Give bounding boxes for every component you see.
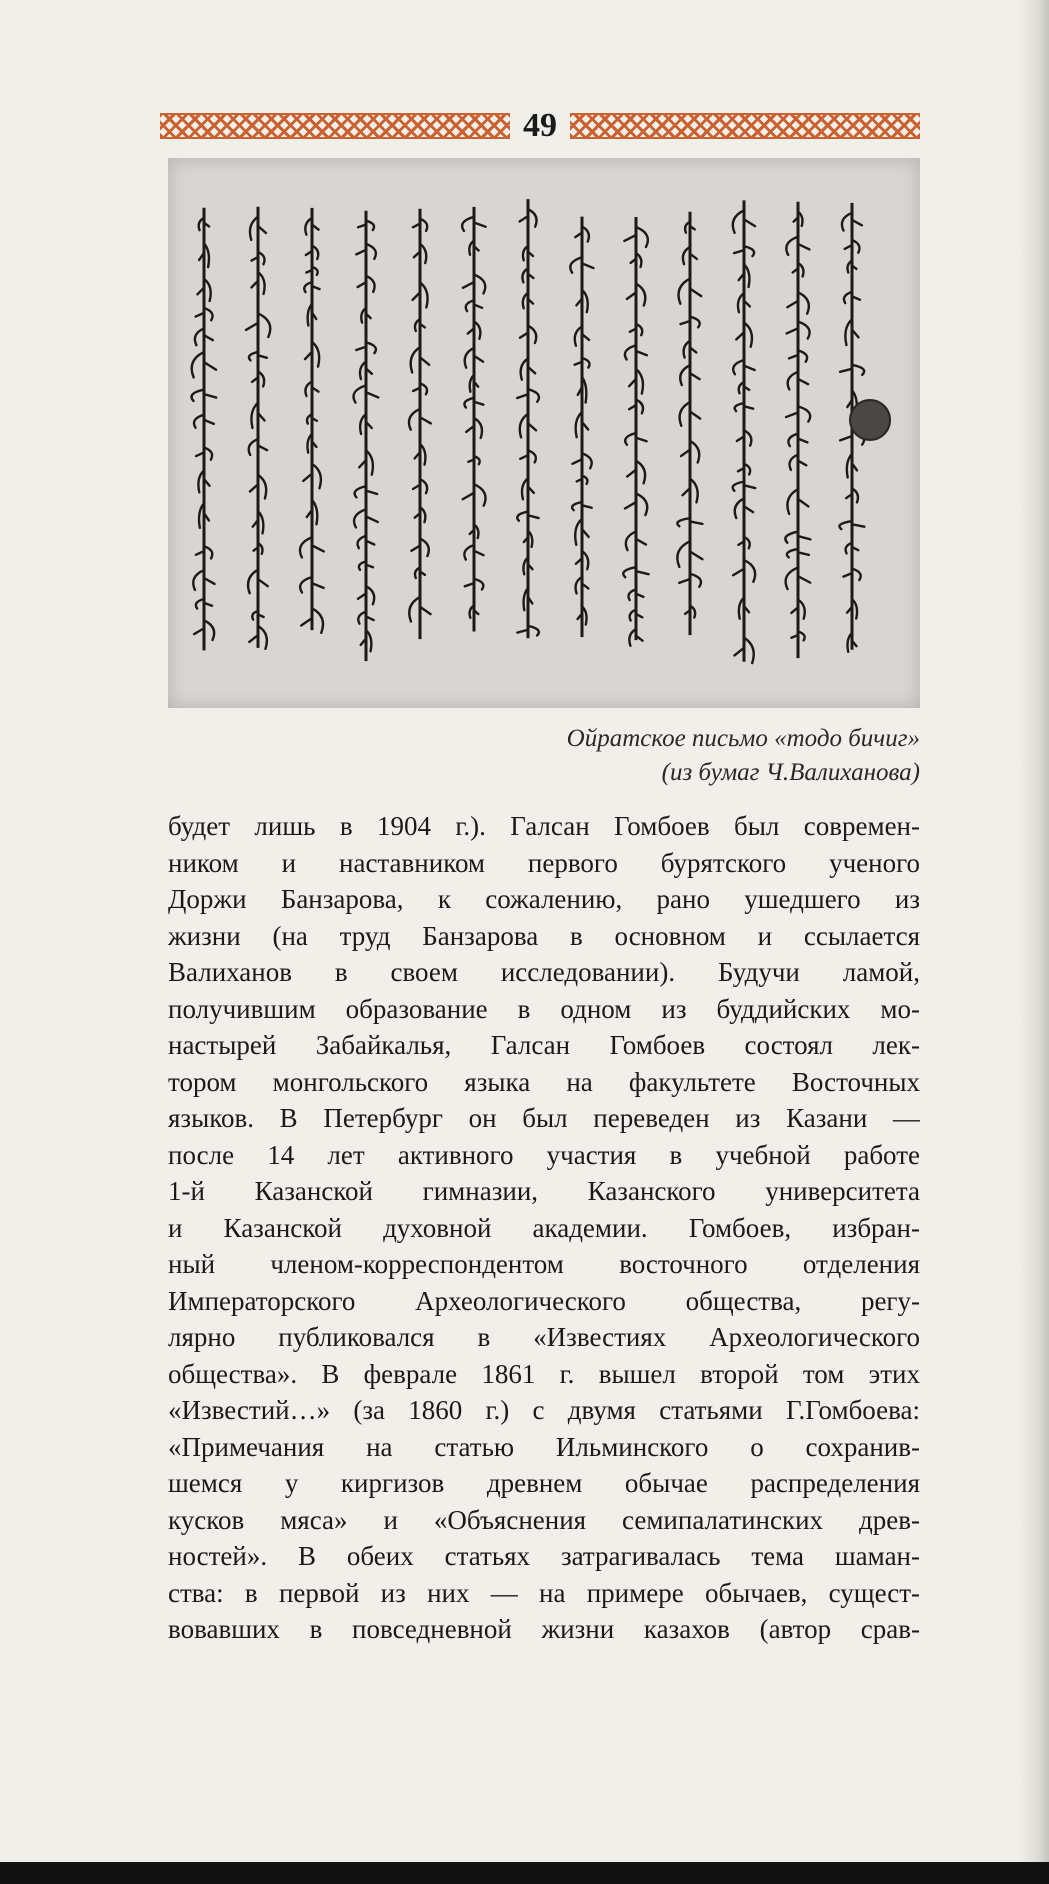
text-line: Императорского Археологического общества, регу- — [168, 1285, 920, 1316]
text-line: языков. В Петербург он был переведен из Казани — — [168, 1103, 920, 1133]
text-line: вовавших в повседневной жизни казахов (автор срав- — [168, 1614, 920, 1644]
text-line: «Примечания на статью Ильминского о сохранив- — [168, 1431, 920, 1462]
caption-line-1: Ойратское письмо «тодо бичиг» — [566, 725, 920, 752]
text-line: ный членом-корреспондентом восточного отделения — [168, 1249, 920, 1279]
text-line: кусков мяса» и «Объяснения семипалатинских древ- — [168, 1504, 920, 1535]
text-line: общества». В феврале 1861 г. вышел второй том этих — [168, 1358, 920, 1389]
body-text — [168, 808, 920, 1648]
caption-line-2: (из бумаг Ч.Валиханова) — [661, 759, 920, 786]
text-line: шемся у киргизов древнем обычае распределения — [168, 1468, 920, 1498]
text-line: ником и наставником первого бурятского ученого — [168, 847, 920, 878]
text-line: Валиханов в своем исследовании). Будучи ламой, — [168, 957, 920, 987]
text-line: ностей». В обеих статьях затрагивалась тема шаман- — [168, 1541, 920, 1571]
text-line: «Известий…» (за 1860 г.) с двумя статьями Г.Гомбоева: — [168, 1395, 920, 1425]
ornament-right — [570, 113, 920, 139]
text-line: будет лишь в 1904 г.). Галсан Гомбоев был современ- — [168, 811, 920, 841]
oirat-script-picture — [168, 158, 920, 708]
page-bottom-edge — [0, 1862, 1049, 1884]
text-line: Доржи Банзарова, к сожалению, рано ушедшего из — [168, 884, 920, 914]
text-line: тором монгольского языка на факультете Восточных — [168, 1066, 920, 1097]
text-line: лярно публиковался в «Известиях Археологического — [168, 1322, 920, 1352]
text-line: и Казанской духовной академии. Гомбоев, избран- — [168, 1212, 920, 1243]
text-line: получившим образование в одном из буддийских мо- — [168, 993, 920, 1024]
text-line: настырей Забайкалья, Галсан Гомбоев состоял лек- — [168, 1030, 920, 1060]
manuscript-image — [168, 158, 920, 708]
text-line: ства: в первой из них — на примере обычаев, сущест- — [168, 1577, 920, 1608]
text-line: жизни (на труд Банзарова в основном и ссылается — [168, 920, 920, 951]
seal-stamp — [850, 400, 890, 440]
text-line: 1-й Казанской гимназии, Казанского университета — [168, 1176, 920, 1206]
text-line: после 14 лет активного участия в учебной работе — [168, 1139, 920, 1170]
page-header — [160, 108, 920, 144]
ornament-left — [160, 113, 510, 139]
figure-caption — [420, 722, 920, 790]
page-number: 49 — [523, 107, 557, 144]
page-edge-shadow — [1019, 0, 1049, 1884]
